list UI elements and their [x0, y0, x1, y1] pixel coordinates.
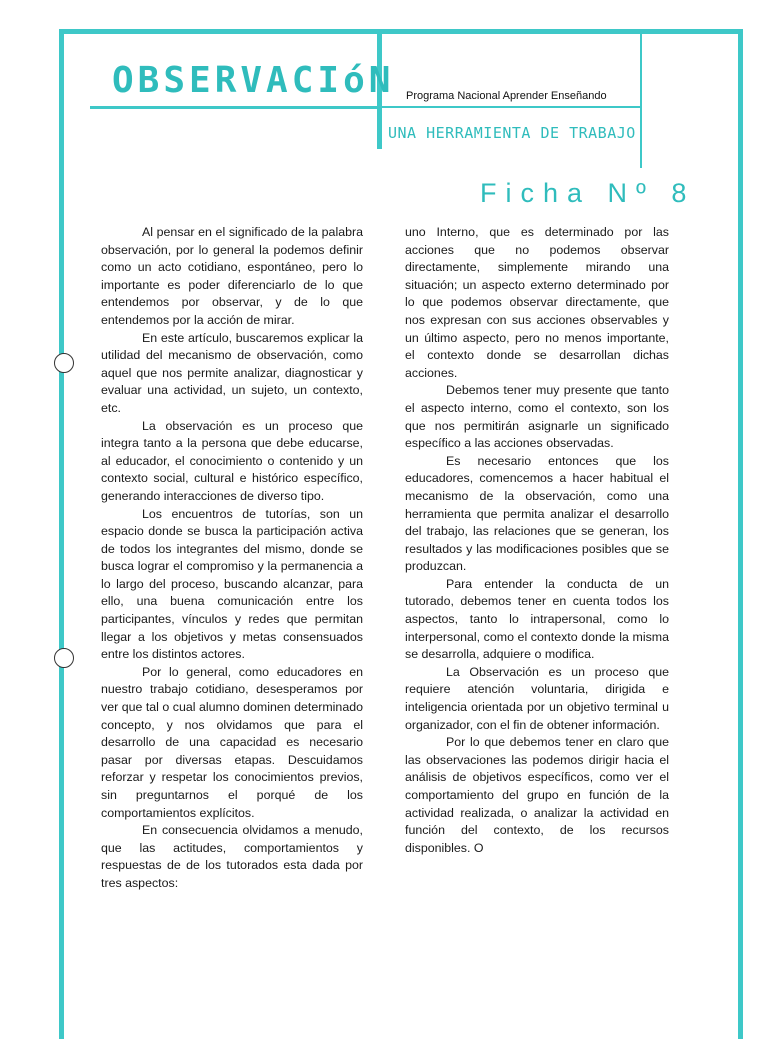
- paragraph: En este artículo, buscaremos explicar la utilidad del mecanismo de observación, como aquel que nos permite analizar, diagnosticar y evaluar una actividad, un sujeto, un contexto, etc.: [101, 330, 363, 415]
- paragraph: Debemos tener muy presente que tanto el aspecto interno, como el contexto, son los que nos permitirán asignarle un significado específico a las acciones observadas.: [405, 383, 669, 451]
- right-vertical-divider: [640, 34, 642, 168]
- paragraph: Al pensar en el significado de la palabra observación, por lo general la podemos definir como un acto cotidiano, espontáneo, pero lo importante es poder diferenciarlo de lo que entendemos por observar, y de lo que entendemos por la acción de mirar.: [101, 225, 363, 327]
- paragraph: Los encuentros de tutorías, son un espacio donde se busca la participación activa de todos los integrantes del mismo, donde se busca lograr el compromiso y la permanencia a lo largo del proceso, buscando alcanzar, para ello, una buena comunicación entre los participantes, vínculos y redes que permitan llegar a los objetivos y metas consensuados entre los distintos actores.: [101, 506, 363, 662]
- page-subtitle: UNA HERRAMIENTA DE TRABAJO: [388, 124, 636, 142]
- paragraph: Para entender la conducta de un tutorado, debemos tener en cuenta todos los aspectos, tanto lo intrapersonal, como lo interpersonal, como el contexto donde la misma se desarrolla, adquiere o modifica.: [405, 576, 669, 662]
- left-column: [101, 224, 363, 893]
- paragraph: La Observación es un proceso que requiere atención voluntaria, dirigida e inteligencia orientada por un objetivo terminal u organizador, con el fin de obtener información.: [405, 664, 669, 732]
- right-column: [405, 224, 669, 857]
- paragraph: En consecuencia olvidamos a menudo, que las actitudes, comportamientos y respuestas de de los tutorados esta dada por tres aspectos:: [101, 823, 363, 890]
- program-underline: [380, 106, 642, 108]
- paragraph: Por lo que debemos tener en claro que las observaciones las podemos dirigir hacia el análisis de objetivos específicos, como ver el comportamiento del grupo en función de la actividad realizada, o analizar la actividad en función del contexto, de los recursos disponibles. O: [405, 735, 669, 855]
- program-name: Programa Nacional Aprender Enseñando: [406, 90, 607, 102]
- page-title: OBSERVACIóN: [112, 60, 395, 101]
- paragraph: La observación es un proceso que integra tanto a la persona que debe educarse, al educador, el conocimiento o contenido y un contexto social, cultural e histórico específico, generando interacciones de diverso tipo.: [101, 418, 363, 503]
- ficha-number: Ficha Nº 8: [480, 178, 696, 208]
- binder-hole-bottom: [54, 648, 74, 668]
- paragraph: Es necesario entonces que los educadores, comencemos a hacer habitual el mecanismo de la observación, como una herramienta que permita analizar el desarrollo del trabajo, las relaciones que se generan, los resultados y las modificaciones posibles que se produzcan.: [405, 453, 669, 574]
- binder-hole-top: [54, 353, 74, 373]
- paragraph: Por lo general, como educadores en nuestro trabajo cotidiano, desesperamos por ver que tal o cual alumno dominen determinado concepto, y nos olvidamos que para el desarrollo de una capacidad es necesario pasar por diversas etapas. Descuidamos reforzar y respetar los conocimientos previos, sin preguntarnos el porqué de los comportamientos explícitos.: [101, 664, 363, 820]
- paragraph: uno Interno, que es determinado por las acciones que no podemos observar directamente, simplemente mirando una situación; un aspecto externo determinado por lo que podemos observar directamente, que nos expresan con sus acciones observables y un último aspecto, pero no menos importante, el contexto donde se desarrollan dichas acciones.: [405, 225, 669, 380]
- title-underline: [90, 106, 380, 109]
